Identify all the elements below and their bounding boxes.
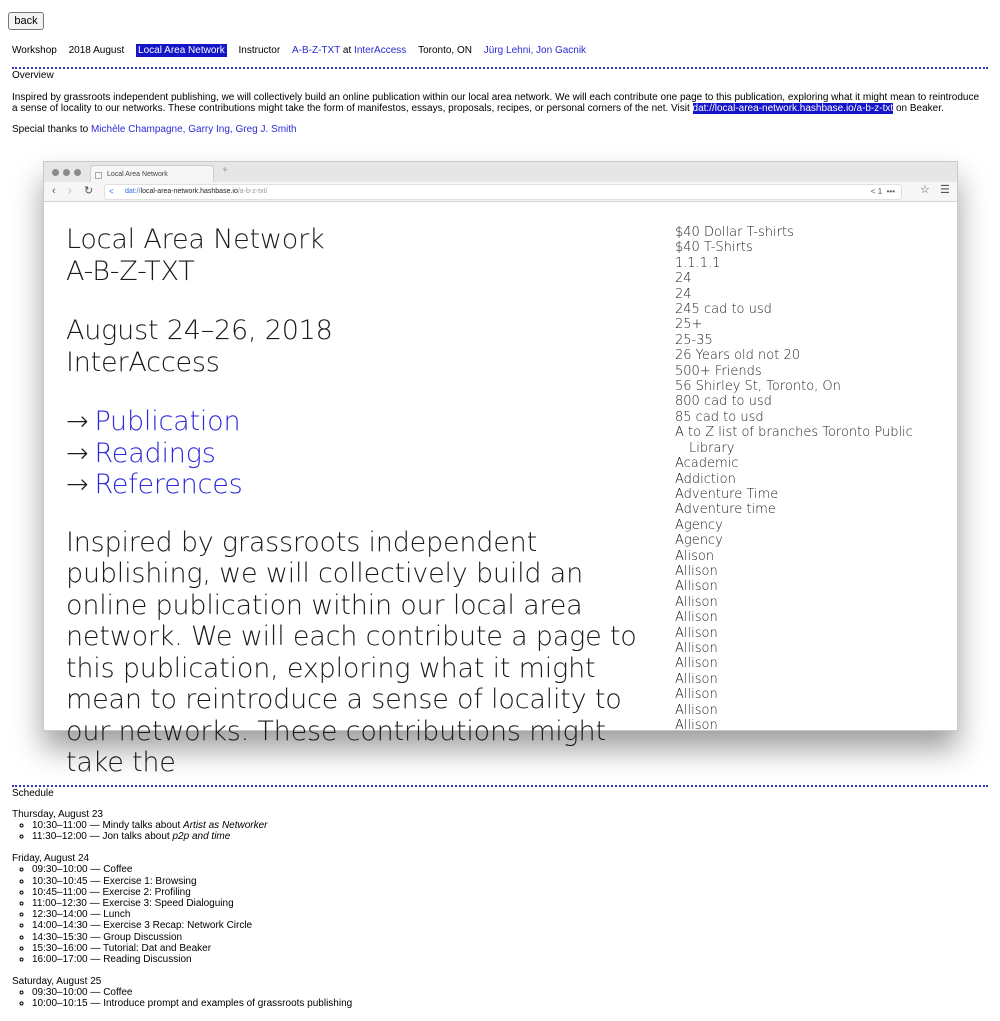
- schedule-text: Lunch: [103, 909, 131, 921]
- tag-list-item: Adventure Time: [675, 486, 779, 502]
- tag-list-item: 1.1.1.1: [675, 255, 721, 271]
- schedule-item: ◦ 16:00–17:00 — Reading Discussion: [32, 954, 612, 965]
- schedule-text: Tutorial: Dat and Beaker: [103, 942, 212, 954]
- share-icon: <: [109, 187, 114, 196]
- tag-list-item: 56 Shirley St, Toronto, On: [675, 379, 841, 395]
- site-venue: InterAccess: [66, 346, 220, 378]
- site-tag-list: [675, 225, 925, 733]
- window-maximize-dot: [74, 169, 81, 176]
- arrow-icon: →: [66, 437, 89, 469]
- meta-course: [292, 45, 406, 56]
- menu-icon: ☰: [940, 184, 950, 196]
- tag-list-item: Academic: [675, 456, 739, 472]
- site-date: August 24–26, 2018: [66, 315, 333, 346]
- tag-list-item: Allison: [675, 687, 718, 703]
- schedule-item: ◦ 14:00–14:30 — Exercise 3 Recap: Network Circle: [32, 920, 612, 931]
- browser-tabbar: [44, 162, 957, 182]
- site-paragraph: Inspired by grassroots independent publishing, we will collectively build an online publication within our local area network. We will each contribute a page to this publication, exploring what it might mean to reintroduce a sense of locality to our networks. These contributions might take the: [66, 526, 637, 778]
- nav-readings: → Readings: [66, 437, 216, 469]
- schedule-day-title: Thursday, August 23: [12, 809, 103, 820]
- schedule-text: Exercise 3: Speed Dialoguing: [102, 898, 234, 910]
- schedule: [12, 809, 612, 1021]
- thanks-label: Special thanks to: [12, 124, 89, 135]
- tag-list-item: Allison: [675, 671, 718, 687]
- workshop-meta: [12, 44, 586, 58]
- schedule-time: 09:30–10:00: [32, 987, 88, 999]
- peers-indicator: < 1 •••: [870, 187, 895, 196]
- schedule-text: Group Discussion: [103, 931, 183, 943]
- tag-list-item: $40 T-Shirts: [675, 240, 753, 256]
- schedule-time: 09:30–10:00: [32, 864, 88, 876]
- thanks-line: [12, 124, 297, 135]
- tag-list-item: 85 cad to usd: [675, 409, 764, 425]
- schedule-text: Reading Discussion: [103, 954, 192, 966]
- schedule-time: 11:00–12:30: [32, 898, 87, 910]
- tag-list-item: Allison: [675, 718, 718, 733]
- schedule-time: 14:00–14:30: [32, 920, 88, 932]
- forward-arrow-icon: ›: [68, 185, 72, 197]
- overview-text: [12, 92, 984, 114]
- page-icon: [95, 172, 102, 179]
- nav-publication: → Publication: [66, 406, 241, 437]
- window-close-dot: [52, 169, 59, 176]
- back-button[interactable]: back: [8, 12, 44, 30]
- dat-link[interactable]: dat://local-area-network.hashbase.io/a-b-z-txt: [692, 103, 894, 114]
- star-icon: ☆: [920, 184, 930, 196]
- tag-list-item: 25-35: [675, 332, 713, 348]
- browser-screenshot: [43, 161, 958, 778]
- tag-list-item: Adventure time: [675, 502, 776, 518]
- thanks-names-link[interactable]: Michèle Champagne, Garry Ing, Greg J. Smith: [90, 124, 297, 135]
- schedule-item: ◦ 09:30–10:00 — Coffee: [32, 987, 612, 998]
- schedule-item: ◦ 11:30–12:00 — Jon talks about p2p and time: [32, 831, 612, 842]
- tag-list-item: Allison: [675, 625, 718, 641]
- schedule-talk-title: Artist as Networker: [183, 820, 268, 831]
- schedule-time: 15:30–16:00: [32, 942, 88, 954]
- arrow-icon: →: [66, 406, 89, 437]
- tag-list-item: Agency: [675, 533, 723, 549]
- schedule-text: Exercise 3 Recap: Network Circle: [103, 920, 253, 932]
- overview-title: Overview: [12, 70, 54, 81]
- tag-list-item: Allison: [675, 640, 718, 656]
- schedule-time: 10:00–10:15: [32, 998, 88, 1010]
- tag-list-item: 24: [675, 286, 692, 302]
- schedule-item: ◦ 10:45–11:00 — Exercise 2: Profiling: [32, 887, 612, 898]
- tag-list-item: 245 cad to usd: [675, 302, 772, 318]
- schedule-time: 10:30–10:45: [32, 875, 88, 887]
- arrow-icon: →: [66, 469, 89, 500]
- schedule-text: Coffee: [103, 864, 133, 876]
- overview-body: Inspired by grassroots independent publishing, we will collectively build an online publication within our local area network. We will each contribute one page to this publication, exploring what it might mean to reintroduce a sense of locality to our networks. These contributions might take the form of manifestos, essays, proposals, recipes, or personal corners of the net. Visit: [12, 92, 980, 114]
- tab-title: Local Area Network: [107, 171, 168, 178]
- schedule-item: ◦ 12:30–14:00 — Lunch: [32, 909, 612, 920]
- tag-list-item: 24: [675, 271, 692, 287]
- tag-list-item: Addiction: [675, 471, 736, 487]
- tag-list-item: 800 cad to usd: [675, 394, 772, 410]
- meta-type: Workshop: [12, 45, 57, 56]
- instructors-link[interactable]: Jürg Lehni, Jon Gacnik: [483, 45, 587, 56]
- schedule-time: 12:30–14:00: [32, 909, 88, 921]
- schedule-text: Exercise 1: Browsing: [103, 875, 197, 887]
- website-content: [44, 202, 957, 778]
- schedule-day: [12, 809, 612, 842]
- schedule-item: ◦ 09:30–10:00 — Coffee: [32, 864, 612, 875]
- divider: [12, 67, 988, 69]
- reload-icon: ↻: [84, 185, 94, 197]
- schedule-title: Schedule: [12, 788, 54, 799]
- tag-list-item: Agency: [675, 517, 723, 533]
- schedule-time: 11:30–12:00: [32, 831, 87, 843]
- schedule-item: ◦ 10:30–10:45 — Exercise 1: Browsing: [32, 876, 612, 887]
- schedule-text: Coffee: [103, 987, 133, 999]
- nav-references: → References: [66, 469, 243, 500]
- meta-date: 2018 August: [68, 45, 125, 56]
- schedule-item: ◦ 10:30–11:00 — Mindy talks about Artist as Networker: [32, 820, 612, 831]
- tag-list-item: A to Z list of branches Toronto Public Library: [675, 425, 913, 456]
- overview-body-end: on Beaker.: [895, 103, 944, 114]
- tag-list-item: 25+: [675, 317, 703, 333]
- url-text: dat://local-area-network.hashbase.io/a-b-z-txt/: [125, 188, 268, 195]
- meta-at: at: [342, 45, 352, 56]
- schedule-text: Jon talks about: [102, 831, 173, 843]
- schedule-talk-title: p2p and time: [172, 831, 231, 843]
- tag-list-item: $40 Dollar T-shirts: [675, 225, 794, 240]
- tag-list-item: Allison: [675, 594, 718, 610]
- venue-link[interactable]: InterAccess: [354, 45, 407, 56]
- browser-urlbar: [44, 182, 957, 202]
- meta-instructor-label: Instructor: [238, 45, 281, 56]
- schedule-item: ◦ 11:00–12:30 — Exercise 3: Speed Dialoguing: [32, 898, 612, 909]
- divider: [12, 785, 988, 787]
- schedule-day: [12, 853, 612, 965]
- address-bar: [104, 184, 902, 200]
- tag-list-item: Alison: [675, 548, 715, 564]
- schedule-time: 10:30–11:00: [32, 820, 87, 831]
- tag-list-item: Allison: [675, 563, 718, 579]
- window-minimize-dot: [63, 169, 70, 176]
- tag-list-item: 26 Years old not 20: [675, 348, 801, 364]
- schedule-item: ◦ 15:30–16:00 — Tutorial: Dat and Beaker: [32, 943, 612, 954]
- tag-list-item: Allison: [675, 579, 718, 595]
- tag-list-item: Allison: [675, 702, 718, 718]
- schedule-day: [12, 976, 612, 1009]
- schedule-day-title: Saturday, August 25: [12, 976, 102, 988]
- schedule-item: ◦ 10:00–10:15 — Introduce prompt and examples of grassroots publishing: [32, 998, 612, 1009]
- back-arrow-icon: ‹: [52, 185, 56, 197]
- site-title: Local Area Network: [66, 224, 325, 255]
- schedule-day-title: Friday, August 24: [12, 853, 90, 865]
- tag-list-item: Allison: [675, 656, 718, 672]
- tag-list-item: Allison: [675, 610, 718, 626]
- schedule-time: 16:00–17:00: [32, 954, 88, 966]
- tag-list-item: 500+ Friends: [675, 363, 762, 379]
- schedule-time: 14:30–15:30: [32, 931, 88, 943]
- meta-city: Toronto, ON: [418, 45, 472, 56]
- meta-title: Local Area Network: [138, 45, 225, 56]
- site-main-column: [66, 224, 646, 779]
- schedule-time: 10:45–11:00: [32, 886, 87, 898]
- schedule-item: ◦ 14:30–15:30 — Group Discussion: [32, 932, 612, 943]
- browser-tab: [90, 165, 214, 182]
- course-link[interactable]: A-B-Z-TXT: [291, 45, 341, 56]
- schedule-text: Mindy talks about: [102, 820, 184, 831]
- schedule-text: Introduce prompt and examples of grassroots publishing: [103, 998, 353, 1010]
- new-tab-icon: +: [222, 165, 228, 176]
- site-subtitle: A-B-Z-TXT: [66, 255, 195, 287]
- schedule-text: Exercise 2: Profiling: [102, 886, 191, 898]
